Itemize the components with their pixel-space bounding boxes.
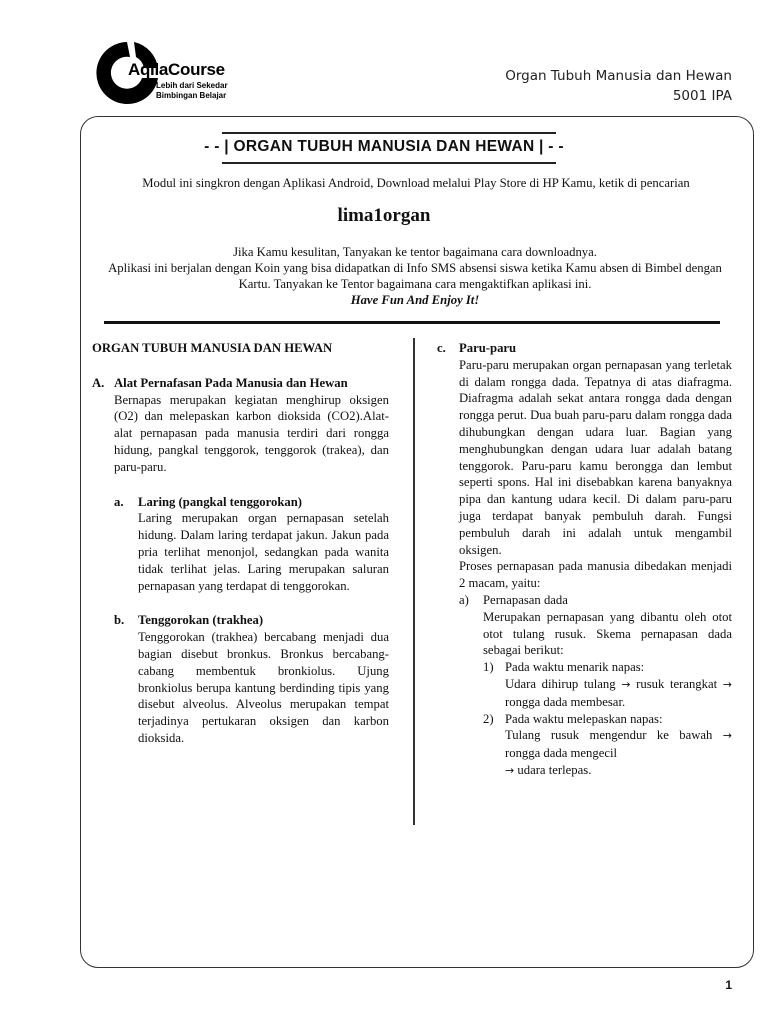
left-heading: ORGAN TUBUH MANUSIA DAN HEWAN <box>92 341 333 355</box>
item-b-trakhea <box>92 612 389 746</box>
header-doc-title: Organ Tubuh Manusia dan Hewan <box>505 68 732 84</box>
step-1-text <box>505 676 732 711</box>
section-a-text: Bernapas merupakan kegiatan menghirup oksigen (O2) dan melepaskan karbon dioksida (CO2).Alat-alat pernapasan pada manusia terdiri dari rongga hidung, pangkal tenggorok, tenggorok (trakea), dan paru-paru. <box>114 392 389 474</box>
step-1-part3: rongga dada membesar. <box>505 694 626 709</box>
arrow-right-icon: → <box>722 729 732 743</box>
item-c-text: Paru-paru merupakan organ pernapasan yang terletak di dalam rongga dada. Tepatnya di atas diafragma. Diafragma adalah sekat antara rongga dada dengan rongga perut. Dua buah paru-paru dalam rongga dada dihubungkan dengan udara luar. Bagian yang menghubungkan dengan udara luar adalah batang tenggorok. Paru-paru kamu berongga dan lembut seperti spons. Hal ini disebabkan karena banyaknya pipa dan kantung udara kecil. Di dalam paru-paru juga terdapat banyak pembuluh darah. Fungsi pembuluh darah ini adalah untuk mengambil oksigen. <box>459 357 732 557</box>
logo-tagline-1: Lebih dari Sekedar <box>156 81 228 90</box>
page-number: 1 <box>725 978 732 992</box>
left-column <box>92 340 389 747</box>
header-doc-info <box>505 66 732 106</box>
main-divider-rule <box>104 321 720 324</box>
module-title: - - | ORGAN TUBUH MANUSIA DAN HEWAN | - - <box>204 138 564 155</box>
process-text: Proses pernapasan pada manusia dibedakan menjadi 2 macam, yaitu: <box>459 559 732 591</box>
step-2-part1: Tulang rusuk mengendur ke bawah <box>505 728 713 743</box>
section-a <box>92 375 389 476</box>
arrow-right-icon: → <box>722 677 733 691</box>
column-divider <box>413 338 415 825</box>
help-line-1: Jika Kamu kesulitan, Tanyakan ke tentor bagaimana cara downloadnya. <box>233 245 597 259</box>
step-1 <box>483 659 732 710</box>
step-2 <box>483 711 732 780</box>
module-note: Modul ini singkron dengan Aplikasi Android, Download melalui Play Store di HP Kamu, ketik di pencarian <box>142 176 690 190</box>
item-a-text: Laring merupakan organ pernapasan setelah hidung. Dalam laring terdapat jakun. Jakun pada pria terlihat menonjol, sedangkan pada wanita tidak terlihat jelas. Laring merupakan saluran pernapasan yang terdapat di tenggorokan. <box>138 511 389 593</box>
right-column <box>437 340 733 780</box>
help-line-2: Aplikasi ini berjalan dengan Koin yang bisa didapatkan di Info SMS absensi siswa ketika Kamu absen di Bimbel dengan Kartu. Tanyakan ke Tentor bagaimana cara mengaktifkan aplikasi ini. <box>108 261 722 291</box>
section-a-title: Alat Pernafasan Pada Manusia dan Hewan <box>114 375 348 390</box>
sub-a-marker: a) <box>459 592 469 607</box>
step-2-part2: rongga dada mengecil <box>505 746 618 761</box>
aqilacourse-logo <box>92 38 262 110</box>
step-1-part1: Udara dihirup tulang <box>505 676 616 691</box>
step-2-text <box>505 727 732 779</box>
sub-a-pernapasan-dada <box>459 592 732 780</box>
step-1-title: Pada waktu menarik napas: <box>505 660 645 675</box>
title-rule-top <box>222 132 556 134</box>
section-a-marker: A. <box>92 375 105 390</box>
item-a-marker: a. <box>114 494 124 509</box>
item-c-paru <box>437 340 732 780</box>
logo-name: AqilaCourse <box>128 60 225 79</box>
item-c-title: Paru-paru <box>459 341 517 355</box>
step-1-part2: rusuk terangkat <box>636 676 718 691</box>
item-a-title: Laring (pangkal tenggorokan) <box>138 494 303 509</box>
arrow-right-icon: → <box>621 677 631 691</box>
help-block <box>100 244 730 308</box>
sub-a-title: Pernapasan dada <box>483 592 568 607</box>
have-fun-text: Have Fun And Enjoy It! <box>350 293 480 307</box>
step-2-marker: 2) <box>483 711 494 726</box>
arrow-right-icon: → <box>505 763 515 777</box>
item-b-text: Tenggorokan (trakhea) bercabang menjadi dua bagian disebut bronkus. Bronkus bercabang-cabang membentuk bronkiolus. Ujung bronkiolus berupa kantung berdinding tipis yang disebut alveolus. Alveolus merupakan tempat terjadinya pertukaran oksigen dan karbon dioksida. <box>138 630 389 745</box>
sub-a-text: Merupakan pernapasan yang dibantu oleh otot otot tulang rusuk. Skema pernapasan dada sebagai berikut: <box>483 609 732 658</box>
header-doc-code: 5001 IPA <box>672 88 732 104</box>
step-2-part3: udara terlepas. <box>517 762 592 777</box>
title-rule-bottom <box>222 162 556 164</box>
item-a-laring <box>92 494 389 595</box>
step-1-marker: 1) <box>483 660 494 675</box>
step-2-title: Pada waktu melepaskan napas: <box>505 711 663 726</box>
app-search-keyword: lima1organ <box>337 205 431 226</box>
item-b-title: Tenggorokan (trakhea) <box>138 613 264 628</box>
logo-tagline-2: Bimbingan Belajar <box>156 91 227 100</box>
item-c-marker: c. <box>437 341 446 355</box>
item-b-marker: b. <box>114 613 125 628</box>
